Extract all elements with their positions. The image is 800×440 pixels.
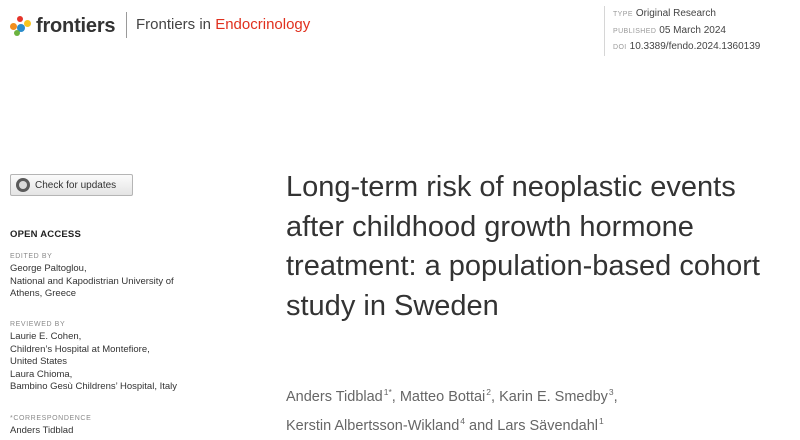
author-affiliation: 2: [486, 387, 492, 397]
author-list: [286, 380, 786, 438]
author-affiliation: 4: [460, 416, 465, 426]
check-for-updates-button[interactable]: [10, 174, 133, 196]
journal-name[interactable]: [136, 16, 310, 33]
meta-published-key: PUBLISHED: [613, 27, 657, 35]
header-divider: [126, 12, 127, 38]
check-for-updates-label: Check for updates: [35, 179, 117, 191]
author-name[interactable]: Lars Sävendahl: [497, 418, 599, 434]
journal-prefix: Frontiers in: [136, 16, 216, 33]
author-separator: ,: [391, 389, 400, 405]
article-title: Long-term risk of neoplastic events after childhood growth hormone treatment: a population-based cohort study in Sweden: [286, 171, 760, 322]
crossmark-icon: [16, 178, 30, 192]
edited-by-section: [10, 252, 260, 301]
edited-by-key: EDITED BY: [10, 253, 53, 260]
author-name[interactable]: Matteo Bottai: [399, 389, 486, 405]
correspondence-section: [10, 414, 260, 438]
open-access-label: OPEN ACCESS: [10, 229, 82, 240]
meta-type-row: [613, 6, 794, 23]
author-separator: ,: [613, 389, 618, 405]
meta-published-value: 05 March 2024: [659, 24, 726, 36]
reviewed-by-section: [10, 320, 260, 394]
article-meta: [604, 6, 794, 56]
meta-doi-row: [613, 39, 794, 56]
author-name[interactable]: Karin E. Smedby: [499, 389, 608, 405]
reviewed-by-line: Laura Chioma,: [10, 368, 73, 380]
author-separator: and: [465, 418, 498, 434]
reviewed-by-line: Bambino Gesù Childrens’ Hospital, Italy: [10, 381, 178, 392]
author-affiliation: 1: [599, 416, 604, 426]
reviewed-by-line: United States: [10, 356, 68, 367]
correspondence-key: *CORRESPONDENCE: [10, 415, 92, 422]
author-affiliation: 3: [608, 387, 614, 397]
frontiers-logo[interactable]: [10, 12, 115, 40]
edited-by-line: Athens, Greece: [10, 288, 77, 299]
author-affiliation: 1*: [383, 387, 392, 397]
correspondence-line: Anders Tidblad: [10, 425, 74, 436]
reviewed-by-key: REVIEWED BY: [10, 321, 66, 328]
brand-name: frontiers: [36, 14, 116, 37]
frontiers-logo-icon: [10, 15, 32, 37]
reviewed-by-line: Laurie E. Cohen,: [10, 331, 82, 342]
meta-type-value: Original Research: [635, 8, 716, 19]
author-name[interactable]: Anders Tidblad: [286, 389, 383, 405]
edited-by-line: National and Kapodistrian University of: [10, 275, 174, 287]
meta-published-row: [613, 23, 794, 40]
author-separator: ,: [491, 389, 500, 405]
journal-accent: Endocrinology: [215, 16, 311, 33]
reviewed-by-line: Children’s Hospital at Montefiore,: [10, 343, 150, 355]
edited-by-line: George Paltoglou,: [10, 263, 87, 274]
meta-doi-link[interactable]: 10.3389/fendo.2024.1360139: [629, 41, 761, 52]
meta-type-key: TYPE: [613, 11, 633, 18]
meta-doi-key: DOI: [613, 44, 627, 51]
author-name[interactable]: Kerstin Albertsson-Wikland: [286, 418, 460, 434]
